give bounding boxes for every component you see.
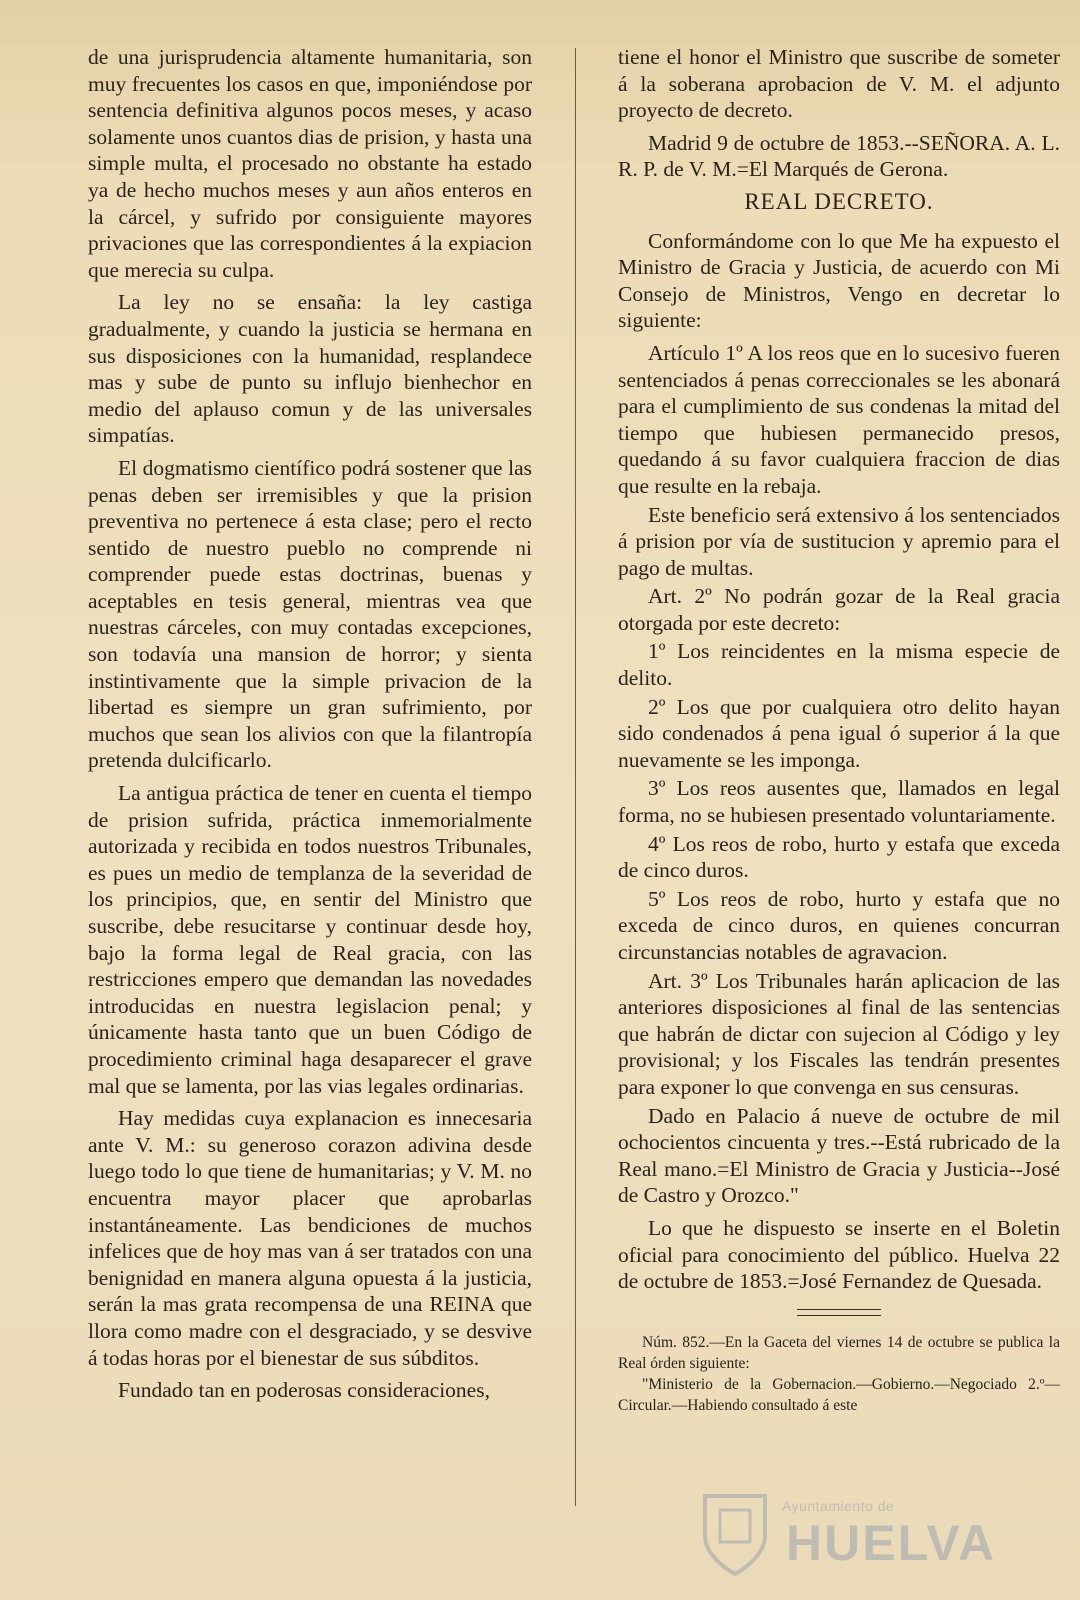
- paragraph: de una jurisprudencia altamente humanitaria, son muy frecuentes los casos en que, imponiéndose por sentencia definitiva algunos pocos meses, y acaso solamente unos cuantos dias de prision, y hasta una simple multa, el procesado no obstante ha estado ya de hecho muchos meses y aun años enteros en la cárcel, y sufrido por consiguiente mayores privaciones que las correspondientes á la expiacion que merecia su culpa.: [88, 45, 532, 282]
- article-item: 5º Los reos de robo, hurto y estafa que no exceda de cinco duros, en quienes concurran circunstancias notables de agravacion.: [618, 886, 1060, 964]
- article: Artículo 1º A los reos que en lo sucesivo fueren sentenciados á penas correccionales se les abonará para el cumplimiento de sus condenas la mitad del tiempo que hubiesen permanecido presos, quedando á su favor cualquiera fraccion de dias que resulte en la rebaja.: [618, 340, 1060, 498]
- article: Este beneficio será extensivo á los sentenciados á prision por vía de sustitucion y apremio para el pago de multas.: [618, 502, 1060, 580]
- right-column: [618, 44, 1060, 1416]
- watermark-stamp: [690, 1486, 1010, 1582]
- watermark-line2: HUELVA: [786, 1515, 997, 1571]
- article-item: 4º Los reos de robo, hurto y estafa que exceda de cinco duros.: [618, 831, 1060, 883]
- paragraph: La antigua práctica de tener en cuenta el tiempo de prision sufrida, práctica inmemorialmente autorizada y recibida en todos nuestros Tribunales, es pues un medio de templanza de la severidad de los principios, que, en sentir del Ministro que suscribe, debe resucitarse y continuar desde hoy, bajo la forma legal de Real gracia, con las restricciones empero que demandan las novedades introducidas en nuestra legislacion penal; y únicamente hasta tanto que un buen Código de procedimiento criminal haga desaparecer el grave mal que se lamenta, por las vias legales ordinarias.: [88, 781, 532, 1098]
- notice-text: Núm. 852.—En la Gaceta del viernes 14 de octubre se publica la Real órden siguiente:: [618, 1333, 1060, 1372]
- watermark-line1: Ayuntamiento de: [782, 1498, 895, 1514]
- paragraph: El dogmatismo científico podrá sostener que las penas deben ser irremisibles y que la prision preventiva no pertenece á esta clase; pero el recto sentido de nuestro pueblo no comprende ni comprender puede estas doctrinas, buenas y aceptables en tesis general, mientras vea que nuestras cárceles, con muy contadas excepciones, son todavía una mansion de horror; y sienta instintivamente que la simple privacion de la libertad es siempre un gran sufrimiento, por muchos que sean los alivios con que la filantropía pretenda dulcificarlo.: [88, 455, 532, 773]
- paragraph: tiene el honor el Ministro que suscribe de someter á la soberana aprobacion de V. M. el adjunto proyecto de decreto.: [618, 45, 1060, 123]
- article: Art. 2º No podrán gozar de la Real gracia otorgada por este decreto:: [618, 584, 1060, 635]
- paragraph: Fundado tan en poderosas consideraciones,: [118, 1378, 490, 1403]
- decree-title: REAL DECRETO.: [744, 188, 934, 214]
- paragraph: Conformándome con lo que Me ha expuesto el Ministro de Gracia y Justicia, de acuerdo con Mi Consejo de Ministros, Vengo en decretar lo siguiente:: [618, 228, 1060, 333]
- double-rule-divider: [797, 1309, 881, 1316]
- shield-icon: [700, 1488, 770, 1578]
- notice-text: "Ministerio de la Gobernacion.—Gobierno.—Negociado 2.º—Circular.—Habiendo consultado á este: [618, 1375, 1060, 1414]
- article-item: 1º Los reincidentes en la misma especie de delito.: [618, 639, 1060, 691]
- article-item: 2º Los que por cualquiera otro delito hayan sido condenados á pena igual ó superior á la que nuevamente se les imponga.: [618, 694, 1060, 772]
- decree-articles: [618, 340, 1060, 1101]
- article-item: 3º Los reos ausentes que, llamados en legal forma, no se hubiesen presentado voluntariamente.: [618, 776, 1060, 828]
- notice-block: [618, 1332, 1060, 1416]
- left-column: [88, 44, 532, 1410]
- paragraph: Hay medidas cuya explanacion es innecesaria ante V. M.: su generoso corazon adivina desde luego todo lo que tiene de humanitarias; y V. M. no encuentra mayor placer que aprobarlas instantáneamente. Las bendiciones de muchos infelices que de hoy mas van á ser tratados con una benignidad en manera alguna opuesta á la justicia, serán la mas grata recompensa de una REINA que llora como madre con el desgraciado, y se desvive á todas horas por el bienestar de sus súbditos.: [88, 1106, 532, 1370]
- article: Art. 3º Los Tribunales harán aplicacion de las anteriores disposiciones al final de las sentencias que habrán de dictar con sujecion al Código y ley provisional; y los Fiscales las tendrán presentes para exponer lo que convenga en sus censuras.: [618, 968, 1060, 1099]
- signature: Madrid 9 de octubre de 1853.--SEÑORA. A. L. R. P. de V. M.=El Marqués de Gerona.: [618, 130, 1060, 182]
- paragraph: Dado en Palacio á nueve de octubre de mil ochocientos cincuenta y tres.--Está rubricado de la Real mano.=El Ministro de Gracia y Justicia--José de Castro y Orozco.": [618, 1103, 1060, 1208]
- paragraph: Lo que he dispuesto se inserte en el Boletin oficial para conocimiento del público. Huelva 22 de octubre de 1853.=José Fernandez de Quesada.: [618, 1215, 1060, 1294]
- paragraph: La ley no se ensaña: la ley castiga gradualmente, y cuando la justicia se hermana en sus disposiciones con la humanidad, resplandece mas y sube de punto su influjo bienhechor en medio del aplauso comun y de las universales simpatías.: [88, 290, 532, 448]
- column-divider: [575, 48, 576, 1506]
